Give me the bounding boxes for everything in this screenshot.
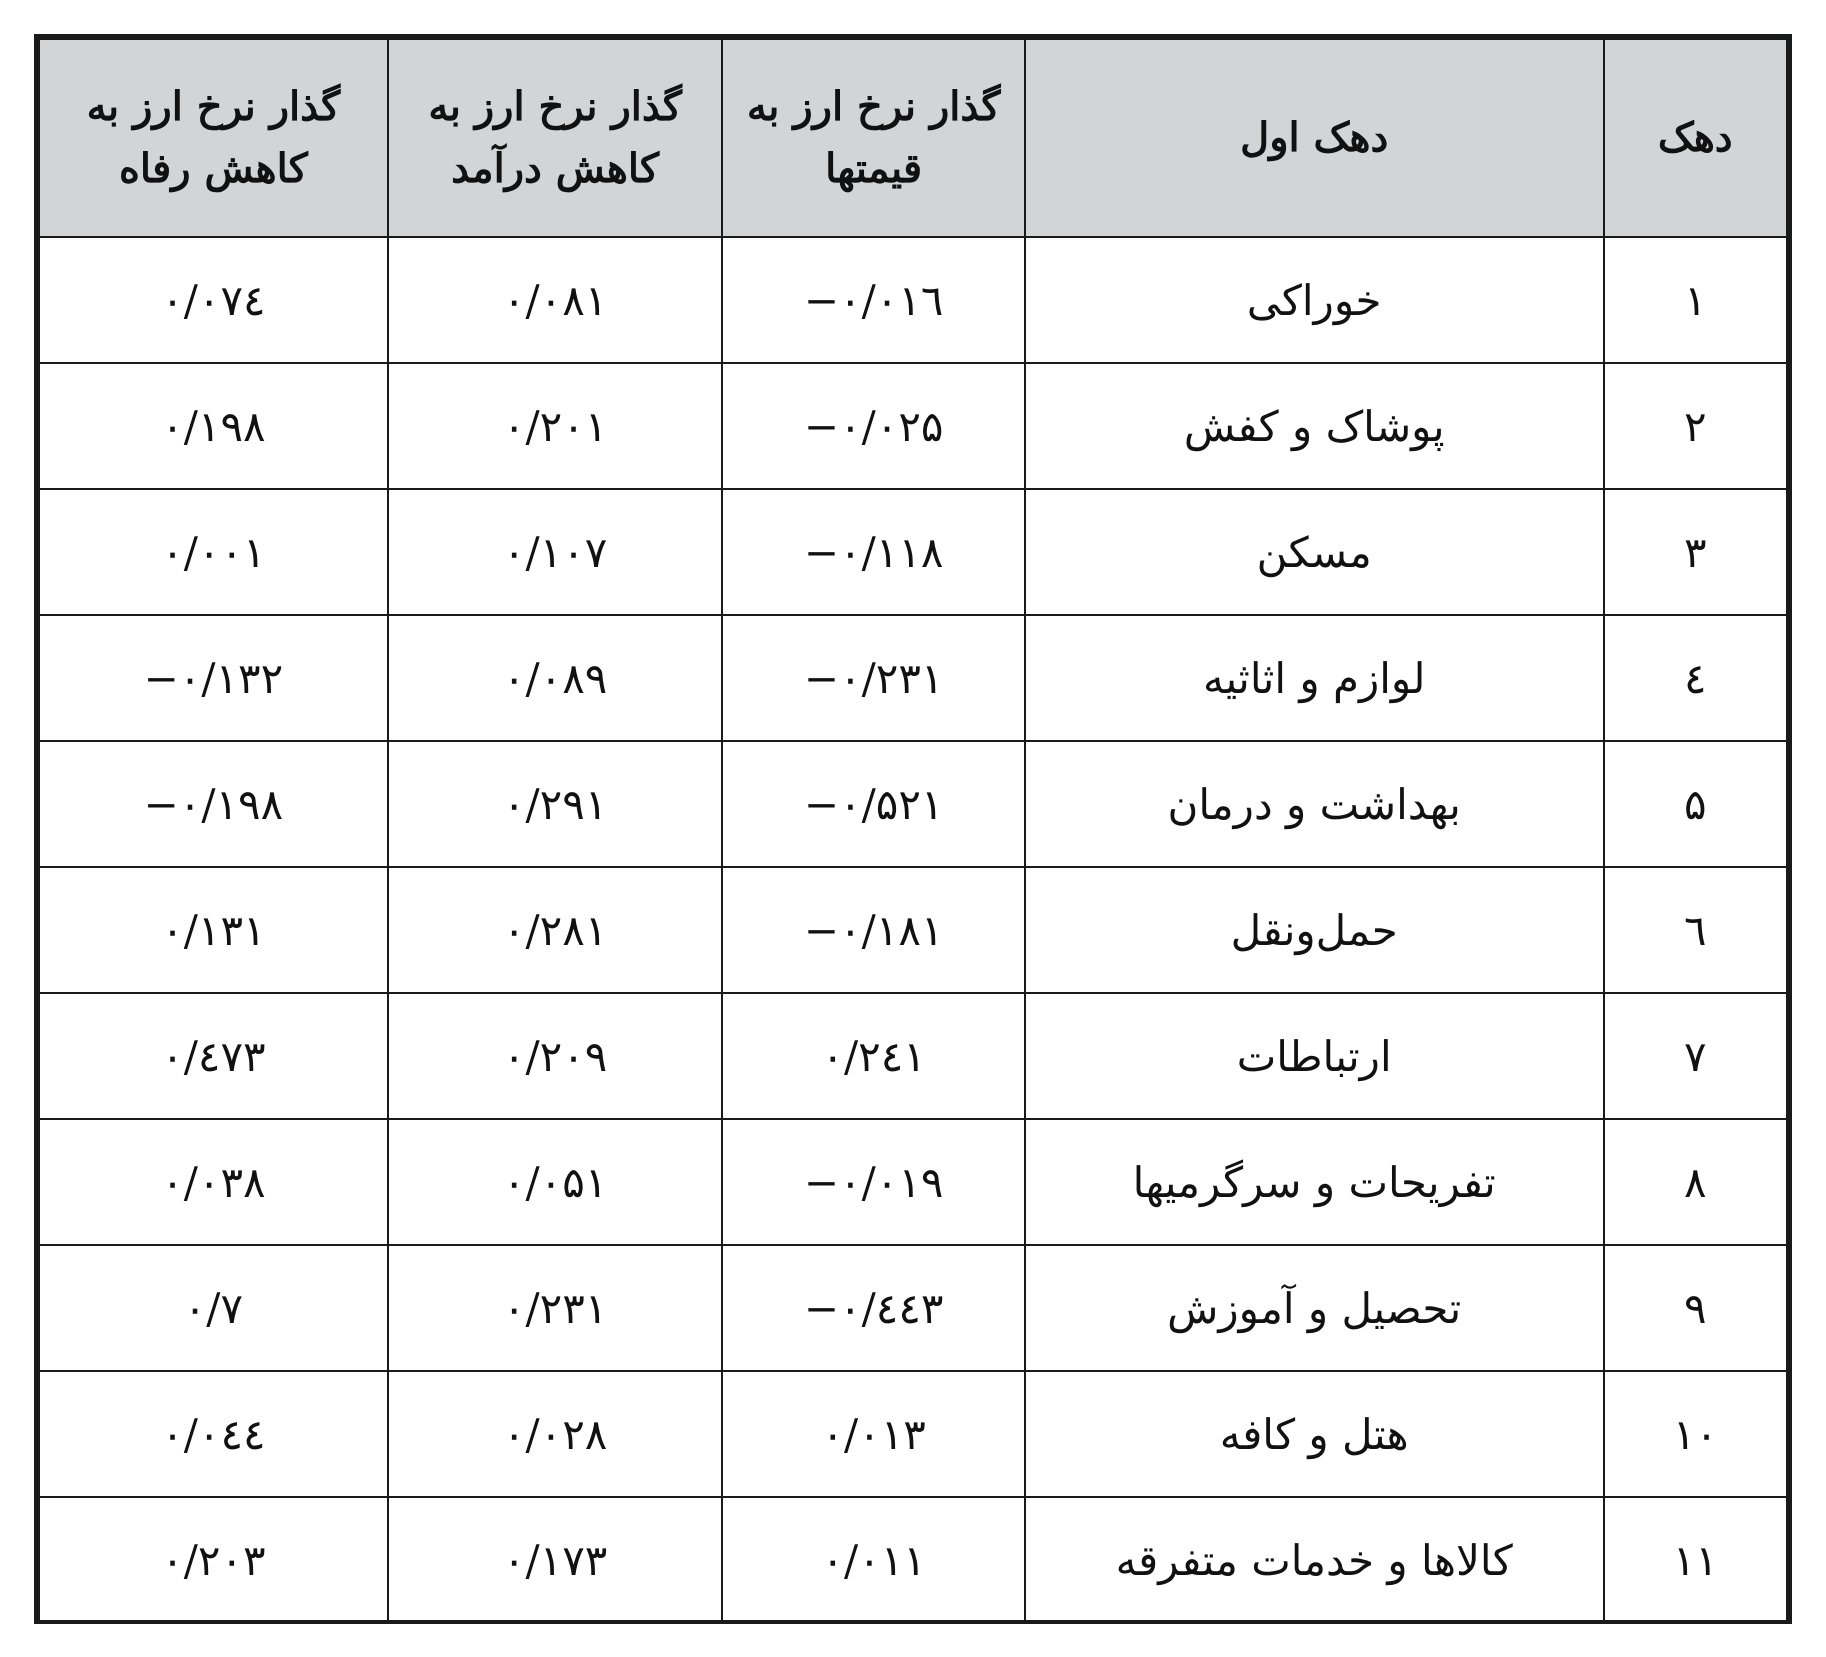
cell-group: تحصیل و آموزش: [1025, 1245, 1604, 1371]
table-row: [39, 237, 1787, 363]
cell-prices: −۰/۰۲۵: [722, 363, 1024, 489]
cell-welfare: ۰/۰٤٤: [39, 1371, 388, 1497]
cell-income: ۰/۲۹۱: [388, 741, 723, 867]
cell-prices: ۰/۰۱۱: [722, 1497, 1024, 1623]
cell-group: ارتباطات: [1025, 993, 1604, 1119]
header-group: دهک اول: [1025, 39, 1604, 237]
cell-group: خوراکی: [1025, 237, 1604, 363]
header-income: گذار نرخ ارز به کاهش درآمد: [388, 39, 723, 237]
table-row: [39, 741, 1787, 867]
header-decile: دهک: [1604, 39, 1788, 237]
table-row: [39, 1497, 1787, 1623]
cell-income: ۰/۰۸۱: [388, 237, 723, 363]
cell-decile: ٦: [1604, 867, 1788, 993]
table-row: [39, 1371, 1787, 1497]
cell-decile: ۵: [1604, 741, 1788, 867]
cell-welfare: ۰/۲۰۳: [39, 1497, 388, 1623]
table-row: [39, 867, 1787, 993]
cell-decile: ۱۰: [1604, 1371, 1788, 1497]
cell-prices: −۰/۱۱۸: [722, 489, 1024, 615]
cell-prices: −۰/۵۲۱: [722, 741, 1024, 867]
cell-decile: ٤: [1604, 615, 1788, 741]
cell-welfare: ۰/٤۷۳: [39, 993, 388, 1119]
table-row: [39, 1245, 1787, 1371]
cell-prices: ۰/۰۱۳: [722, 1371, 1024, 1497]
header-welfare: گذار نرخ ارز به کاهش رفاه: [39, 39, 388, 237]
cell-decile: ۸: [1604, 1119, 1788, 1245]
cell-group: حمل‌ونقل: [1025, 867, 1604, 993]
cell-income: ۰/۰۲۸: [388, 1371, 723, 1497]
cell-welfare: −۰/۱۹۸: [39, 741, 388, 867]
cell-decile: ۹: [1604, 1245, 1788, 1371]
cell-welfare: ۰/۷: [39, 1245, 388, 1371]
cell-group: کالاها و خدمات متفرقه: [1025, 1497, 1604, 1623]
cell-prices: −۰/۰۱٦: [722, 237, 1024, 363]
cell-welfare: −۰/۱۳۲: [39, 615, 388, 741]
cell-decile: ۱: [1604, 237, 1788, 363]
cell-group: بهداشت و درمان: [1025, 741, 1604, 867]
cell-income: ۰/۲۰۹: [388, 993, 723, 1119]
cell-group: تفریحات و سرگرمیها: [1025, 1119, 1604, 1245]
header-prices: گذار نرخ ارز به قیمتها: [722, 39, 1024, 237]
cell-income: ۰/۲۳۱: [388, 1245, 723, 1371]
cell-decile: ۱۱: [1604, 1497, 1788, 1623]
data-table: [38, 38, 1788, 1624]
cell-income: ۰/۲۰۱: [388, 363, 723, 489]
cell-prices: −۰/۰۱۹: [722, 1119, 1024, 1245]
cell-prices: −۰/۱۸۱: [722, 867, 1024, 993]
cell-decile: ۲: [1604, 363, 1788, 489]
table-row: [39, 615, 1787, 741]
cell-welfare: ۰/۰۷٤: [39, 237, 388, 363]
pass-through-table: [34, 34, 1792, 1624]
cell-decile: ۷: [1604, 993, 1788, 1119]
cell-income: ۰/۰۸۹: [388, 615, 723, 741]
cell-group: هتل و کافه: [1025, 1371, 1604, 1497]
cell-income: ۰/۲۸۱: [388, 867, 723, 993]
cell-income: ۰/۰۵۱: [388, 1119, 723, 1245]
cell-prices: −۰/٤٤۳: [722, 1245, 1024, 1371]
header-row: [39, 39, 1787, 237]
cell-group: مسکن: [1025, 489, 1604, 615]
cell-welfare: ۰/۰۳۸: [39, 1119, 388, 1245]
cell-group: پوشاک و کفش: [1025, 363, 1604, 489]
cell-welfare: ۰/۱۹۸: [39, 363, 388, 489]
cell-prices: −۰/۲۳۱: [722, 615, 1024, 741]
cell-welfare: ۰/۱۳۱: [39, 867, 388, 993]
table-row: [39, 489, 1787, 615]
cell-group: لوازم و اثاثیه: [1025, 615, 1604, 741]
cell-decile: ۳: [1604, 489, 1788, 615]
table-row: [39, 993, 1787, 1119]
table-row: [39, 363, 1787, 489]
cell-welfare: ۰/۰۰۱: [39, 489, 388, 615]
table-row: [39, 1119, 1787, 1245]
cell-income: ۰/۱۰۷: [388, 489, 723, 615]
cell-prices: ۰/۲٤۱: [722, 993, 1024, 1119]
cell-income: ۰/۱۷۳: [388, 1497, 723, 1623]
